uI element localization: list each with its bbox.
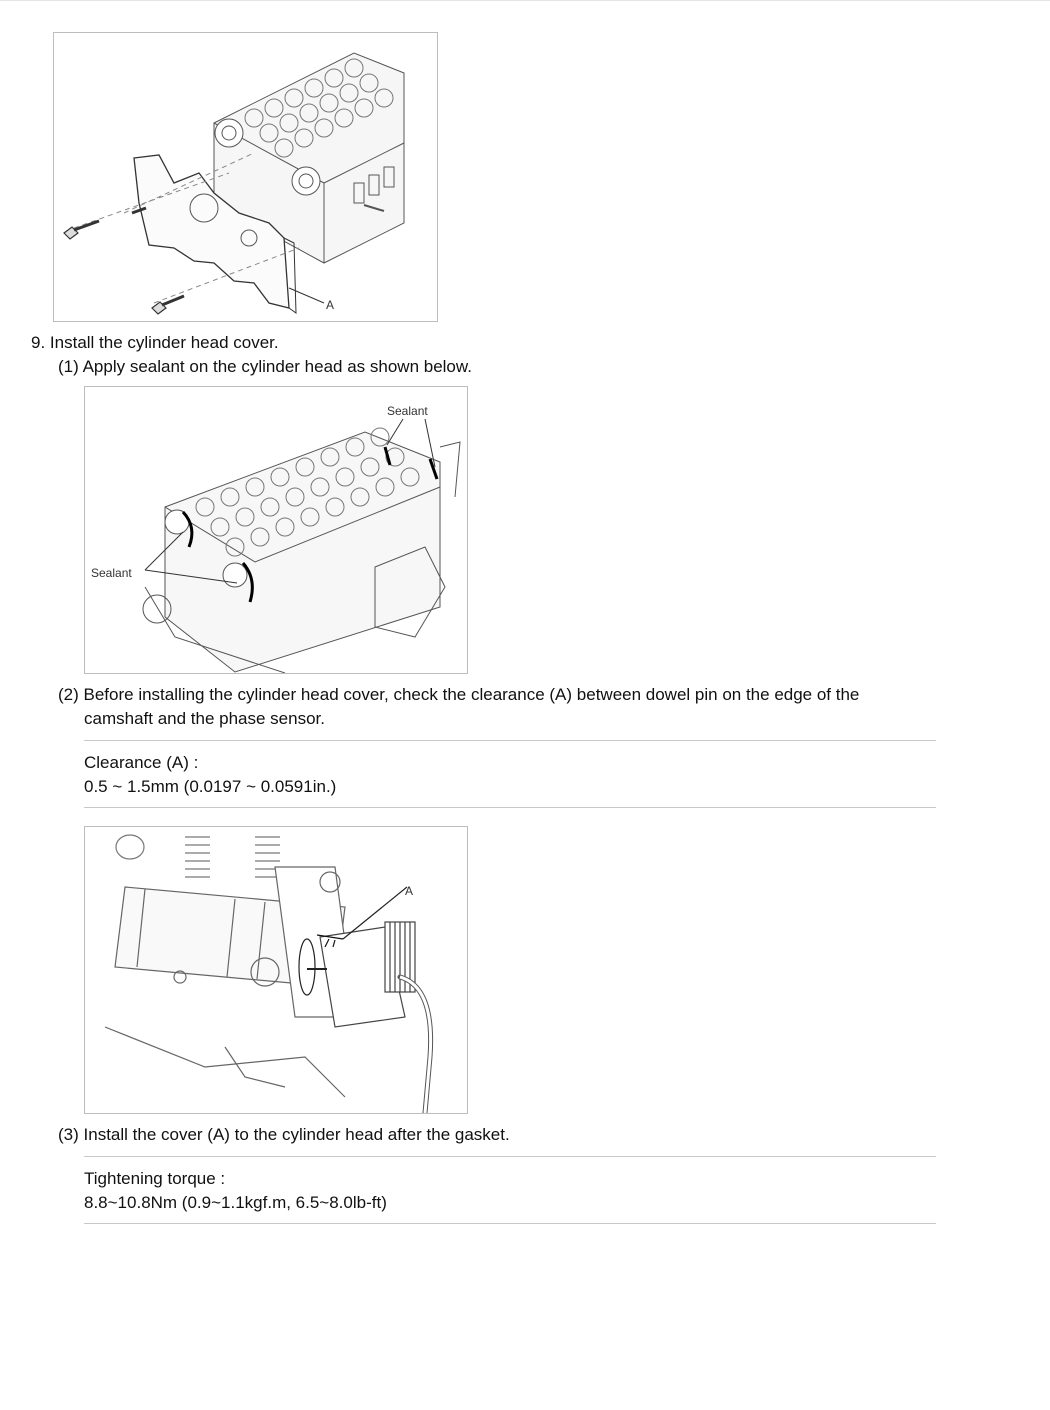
- figure1-callout-a: A: [326, 298, 335, 312]
- substep-1-number: (1): [58, 357, 79, 376]
- camshaft-phase-sensor-illustration: [85, 827, 467, 1113]
- step-9-text: Install the cylinder head cover.: [49, 333, 279, 352]
- step-9: [31, 331, 279, 355]
- substep-3-text: Install the cover (A) to the cylinder head after the gasket.: [83, 1125, 510, 1144]
- sealant-application-illustration: [85, 387, 467, 673]
- substep-3-number: (3): [58, 1125, 79, 1144]
- top-divider: [0, 0, 1050, 1]
- figure-sealant: [84, 386, 468, 674]
- spec-clearance-value: 0.5 ~ 1.5mm (0.0197 ~ 0.0591in.): [84, 777, 337, 796]
- spec-torque-label: Tightening torque :: [84, 1169, 226, 1188]
- spec-clearance-bottom-rule: [84, 807, 936, 808]
- spec-torque-bottom-rule: [84, 1223, 936, 1224]
- substep-1-text: Apply sealant on the cylinder head as shown below.: [82, 357, 472, 376]
- figure3-callout-a: A: [405, 884, 414, 898]
- substep-2-line2: camshaft and the phase sensor.: [84, 709, 325, 728]
- spec-torque-value: 8.8~10.8Nm (0.9~1.1kgf.m, 6.5~8.0lb-ft): [84, 1193, 387, 1212]
- substep-3: [58, 1123, 510, 1147]
- figure2-callout-sealant-top: Sealant: [387, 404, 428, 418]
- step-9-number: 9.: [31, 333, 46, 352]
- figure2-callout-sealant-left: Sealant: [91, 566, 132, 580]
- spec-clearance-label: Clearance (A) :: [84, 753, 199, 772]
- figure-cover-gasket: [53, 32, 438, 322]
- substep-1: [58, 355, 472, 379]
- cylinder-head-gasket-illustration: [54, 33, 437, 321]
- figure-clearance: [84, 826, 468, 1114]
- substep-2-number: (2): [58, 685, 79, 704]
- substep-2-line1: Before installing the cylinder head cover, check the clearance (A) between dowel pin on the edge of the: [83, 685, 860, 704]
- spec-torque-top-rule: [84, 1156, 936, 1157]
- substep-2: [58, 683, 859, 707]
- spec-clearance-top-rule: [84, 740, 936, 741]
